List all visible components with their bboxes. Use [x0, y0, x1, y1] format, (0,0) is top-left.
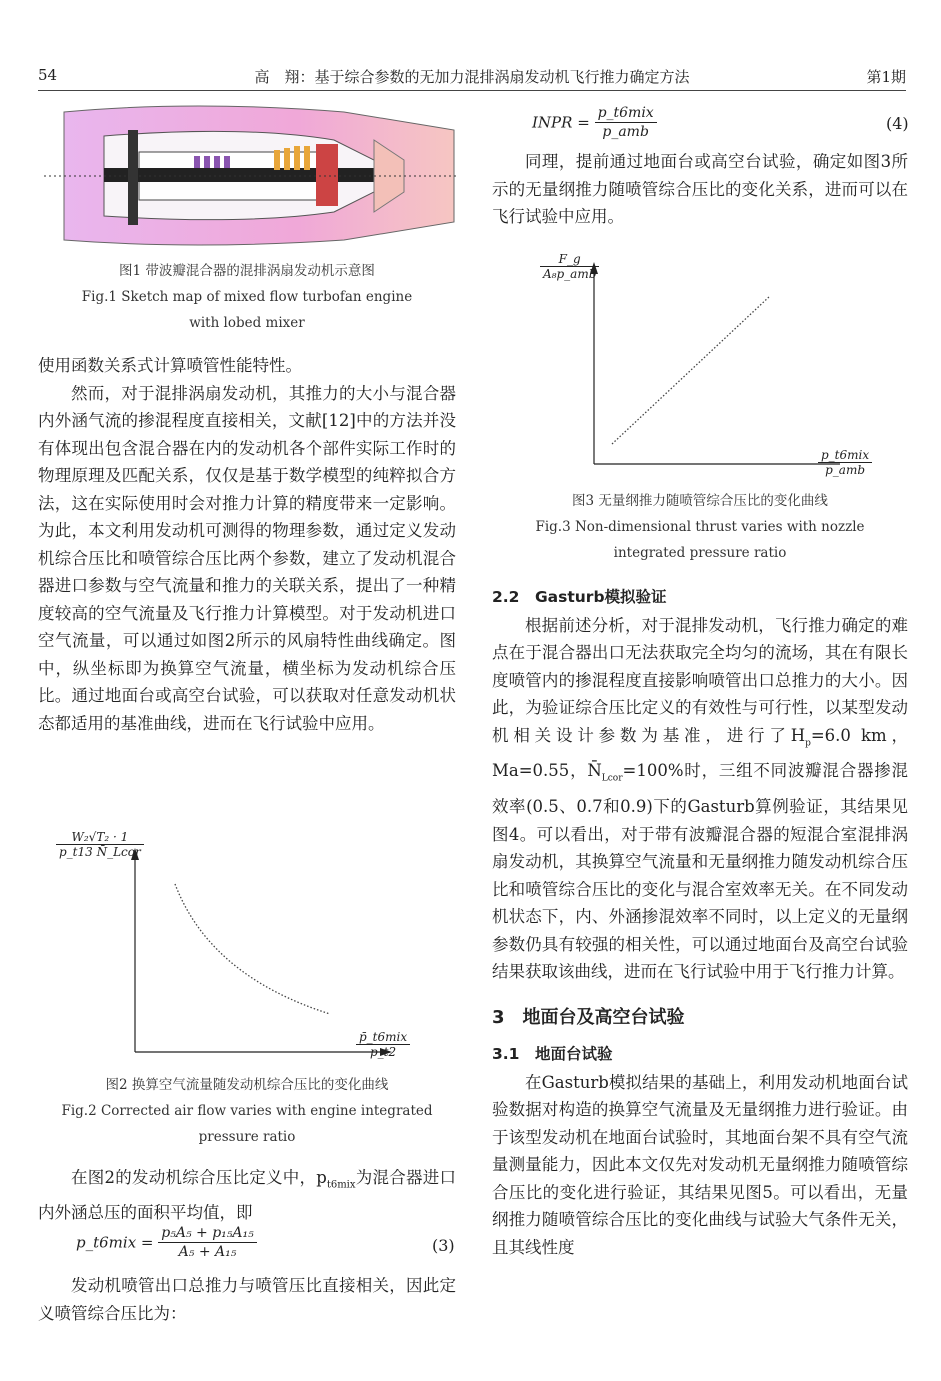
section-3-1-heading: 3.1 地面台试验: [492, 1045, 613, 1064]
section-3-heading: 3 地面台及高空台试验: [492, 1006, 685, 1028]
fig3-caption-cn: 图3 无量纲推力随喷管综合压比的变化曲线: [572, 493, 828, 509]
fig2-airflow-chart: [40, 826, 400, 1066]
paragraph: 使用函数关系式计算喷管性能特性。: [38, 356, 302, 375]
eq4-lhs: INPR =: [532, 113, 590, 132]
fig3-xlabel-num: p_t6mix: [818, 448, 872, 463]
eq3-lhs: p_t6mix =: [76, 1233, 154, 1252]
left-column-end: [38, 1272, 456, 1327]
fig2-xlabel-den: p_t2: [369, 1045, 397, 1059]
fig2-caption-cn: 图2 换算空气流量随发动机综合压比的变化曲线: [105, 1077, 389, 1093]
fig2-caption-en: Fig.2 Corrected air flow varies with engine integrated: [61, 1103, 433, 1119]
fig2-ylabel: [56, 830, 144, 859]
paragraph: [492, 612, 908, 986]
text-run: =6.0 km，Ma=0.55，N̄: [492, 725, 908, 781]
fig2-ylabel-num: W₂√T₂ · 1: [56, 830, 144, 845]
paragraph: 在Gasturb模拟结果的基础上，利用发动机地面台试验数据对构造的换算空气流量及无量纲推力进行验证。由于该型发动机在地面台试验时，其地面台架不具有空气流量测量能力，因此本文仅先对发动机无量纲推力随喷管综合压比的变化进行验证，其结果见图5。可以看出，无量纲推力随喷管综合压比的变化曲线与试验大气条件无关，且其线性度: [492, 1072, 908, 1257]
fig3-xlabel: [818, 448, 872, 477]
fig3-caption-en-2: integrated pressure ratio: [613, 545, 787, 561]
left-column-lower: [38, 1164, 456, 1226]
paragraph: [38, 1164, 456, 1226]
fig3-ylabel-num: F_g: [540, 252, 599, 267]
fig2-xlabel-num: p̄_t6mix: [356, 1030, 410, 1045]
eq4-denominator: p_amb: [602, 124, 649, 140]
page-header: [38, 66, 906, 86]
fig1-engine-sketch: [44, 100, 456, 250]
fig2-caption-en-2: pressure ratio: [198, 1129, 296, 1145]
subscript: t6mix: [326, 1179, 356, 1191]
eq3-denominator: A₅ + A₁₅: [178, 1244, 237, 1260]
right-column-upper: [492, 148, 908, 231]
fig2-caption: [38, 1072, 456, 1150]
equation-4: [532, 104, 657, 141]
page-number: 54: [38, 66, 58, 84]
fig3-caption-en: Fig.3 Non-dimensional thrust varies with nozzle: [535, 519, 865, 535]
fig3-xlabel-den: p_amb: [825, 463, 866, 477]
text-run: 在图2的发动机综合压比定义中，p: [71, 1168, 327, 1187]
header-rule: [38, 90, 906, 91]
fig2-xlabel: [356, 1030, 410, 1059]
eq3-numerator: p₅A₅ + p₁₅A₁₅: [158, 1224, 256, 1243]
subscript: p: [805, 737, 811, 748]
eq3-number: (3): [432, 1236, 455, 1255]
eq4-number: (4): [886, 114, 909, 133]
left-column-upper: [38, 352, 456, 737]
right-column-lower: [492, 584, 908, 1261]
fig3-ylabel-den: A₈p_amb: [543, 267, 597, 281]
eq4-numerator: p_t6mix: [595, 104, 657, 123]
text-run: 为混合器进口内外涵总压的面积平均值，即: [38, 1168, 457, 1222]
fig1-caption-en-2: with lobed mixer: [189, 315, 305, 331]
fig1-caption: [38, 258, 456, 336]
fig1-caption-en: Fig.1 Sketch map of mixed flow turbofan engine: [81, 289, 413, 305]
fig3-line: [612, 296, 770, 444]
fig2-ylabel-den: p_t13 N̄_Lcor: [59, 845, 141, 859]
paragraph: 同理，提前通过地面台或高空台试验，确定如图3所示的无量纲推力随喷管综合压比的变化关系，进而可以在飞行试验中应用。: [492, 152, 908, 226]
text-run: =100%时，三组不同波瓣混合器掺混效率(0.5、0.7和0.9)下的Gasturb算例验证，其结果见图4。可以看出，对于带有波瓣混合器的短混合室混排涡扇发动机，其换算空气流量和无量纲推力随发动机综合压比和喷管综合压比的变化与混合室效率无关。在不同发动机状态下，内、外涵掺混效率不同时，以上定义的无量纲参数仍具有较强的相关性，可以通过地面台及高空台试验结果获取该曲线，进而在飞行试验中用于飞行推力计算。: [492, 761, 909, 982]
fig3-ylabel: [540, 252, 599, 281]
fig3-caption: [492, 488, 908, 566]
paragraph: 发动机喷管出口总推力与喷管压比直接相关，因此定义喷管综合压比为：: [38, 1276, 456, 1323]
running-title: 高 翔：基于综合参数的无加力混排涡扇发动机飞行推力确定方法: [254, 68, 690, 86]
fig1-caption-cn: 图1 带波瓣混合器的混排涡扇发动机示意图: [119, 263, 375, 279]
equation-3: [76, 1224, 257, 1261]
fig3-thrust-chart: [540, 250, 860, 480]
issue-number: 第1期: [866, 68, 906, 86]
fig2-curve: [175, 884, 330, 1014]
section-2-2-heading: 2.2 Gasturb模拟验证: [492, 588, 667, 606]
subscript: Lcor: [601, 773, 623, 784]
text-run: 根据前述分析，对于混排发动机，飞行推力确定的难点在于混合器出口无法获取完全均匀的流场，其在有限长度喷管内的掺混程度直接影响喷管出口总推力的大小。因此，为验证综合压比定义的有效性与可行性，以某型发动机相关设计参数为基准，进行了H: [492, 615, 908, 745]
paragraph: 然而，对于混排涡扇发动机，其推力的大小与混合器内外涵气流的掺混程度直接相关，文献[12]中的方法并没有体现出包含混合器在内的发动机各个部件实际工作时的物理原理及匹配关系，仅仅是基于数学模型的纯粹拟合方法，这在实际使用时会对推力计算的精度带来一定影响。为此，本文利用发动机可测得的物理参数，通过定义发动机综合压比和喷管综合压比两个参数，建立了发动机混合器进口参数与空气流量和推力的关联关系，提出了一种精度较高的空气流量及飞行推力计算模型。对于发动机进口空气流量，可以通过如图2所示的风扇特性曲线确定。图中，纵坐标即为换算空气流量，横坐标为发动机综合压比。通过地面台或高空台试验，可以获取对任意发动机状态都适用的基准曲线，进而在飞行试验中应用。: [38, 383, 456, 733]
